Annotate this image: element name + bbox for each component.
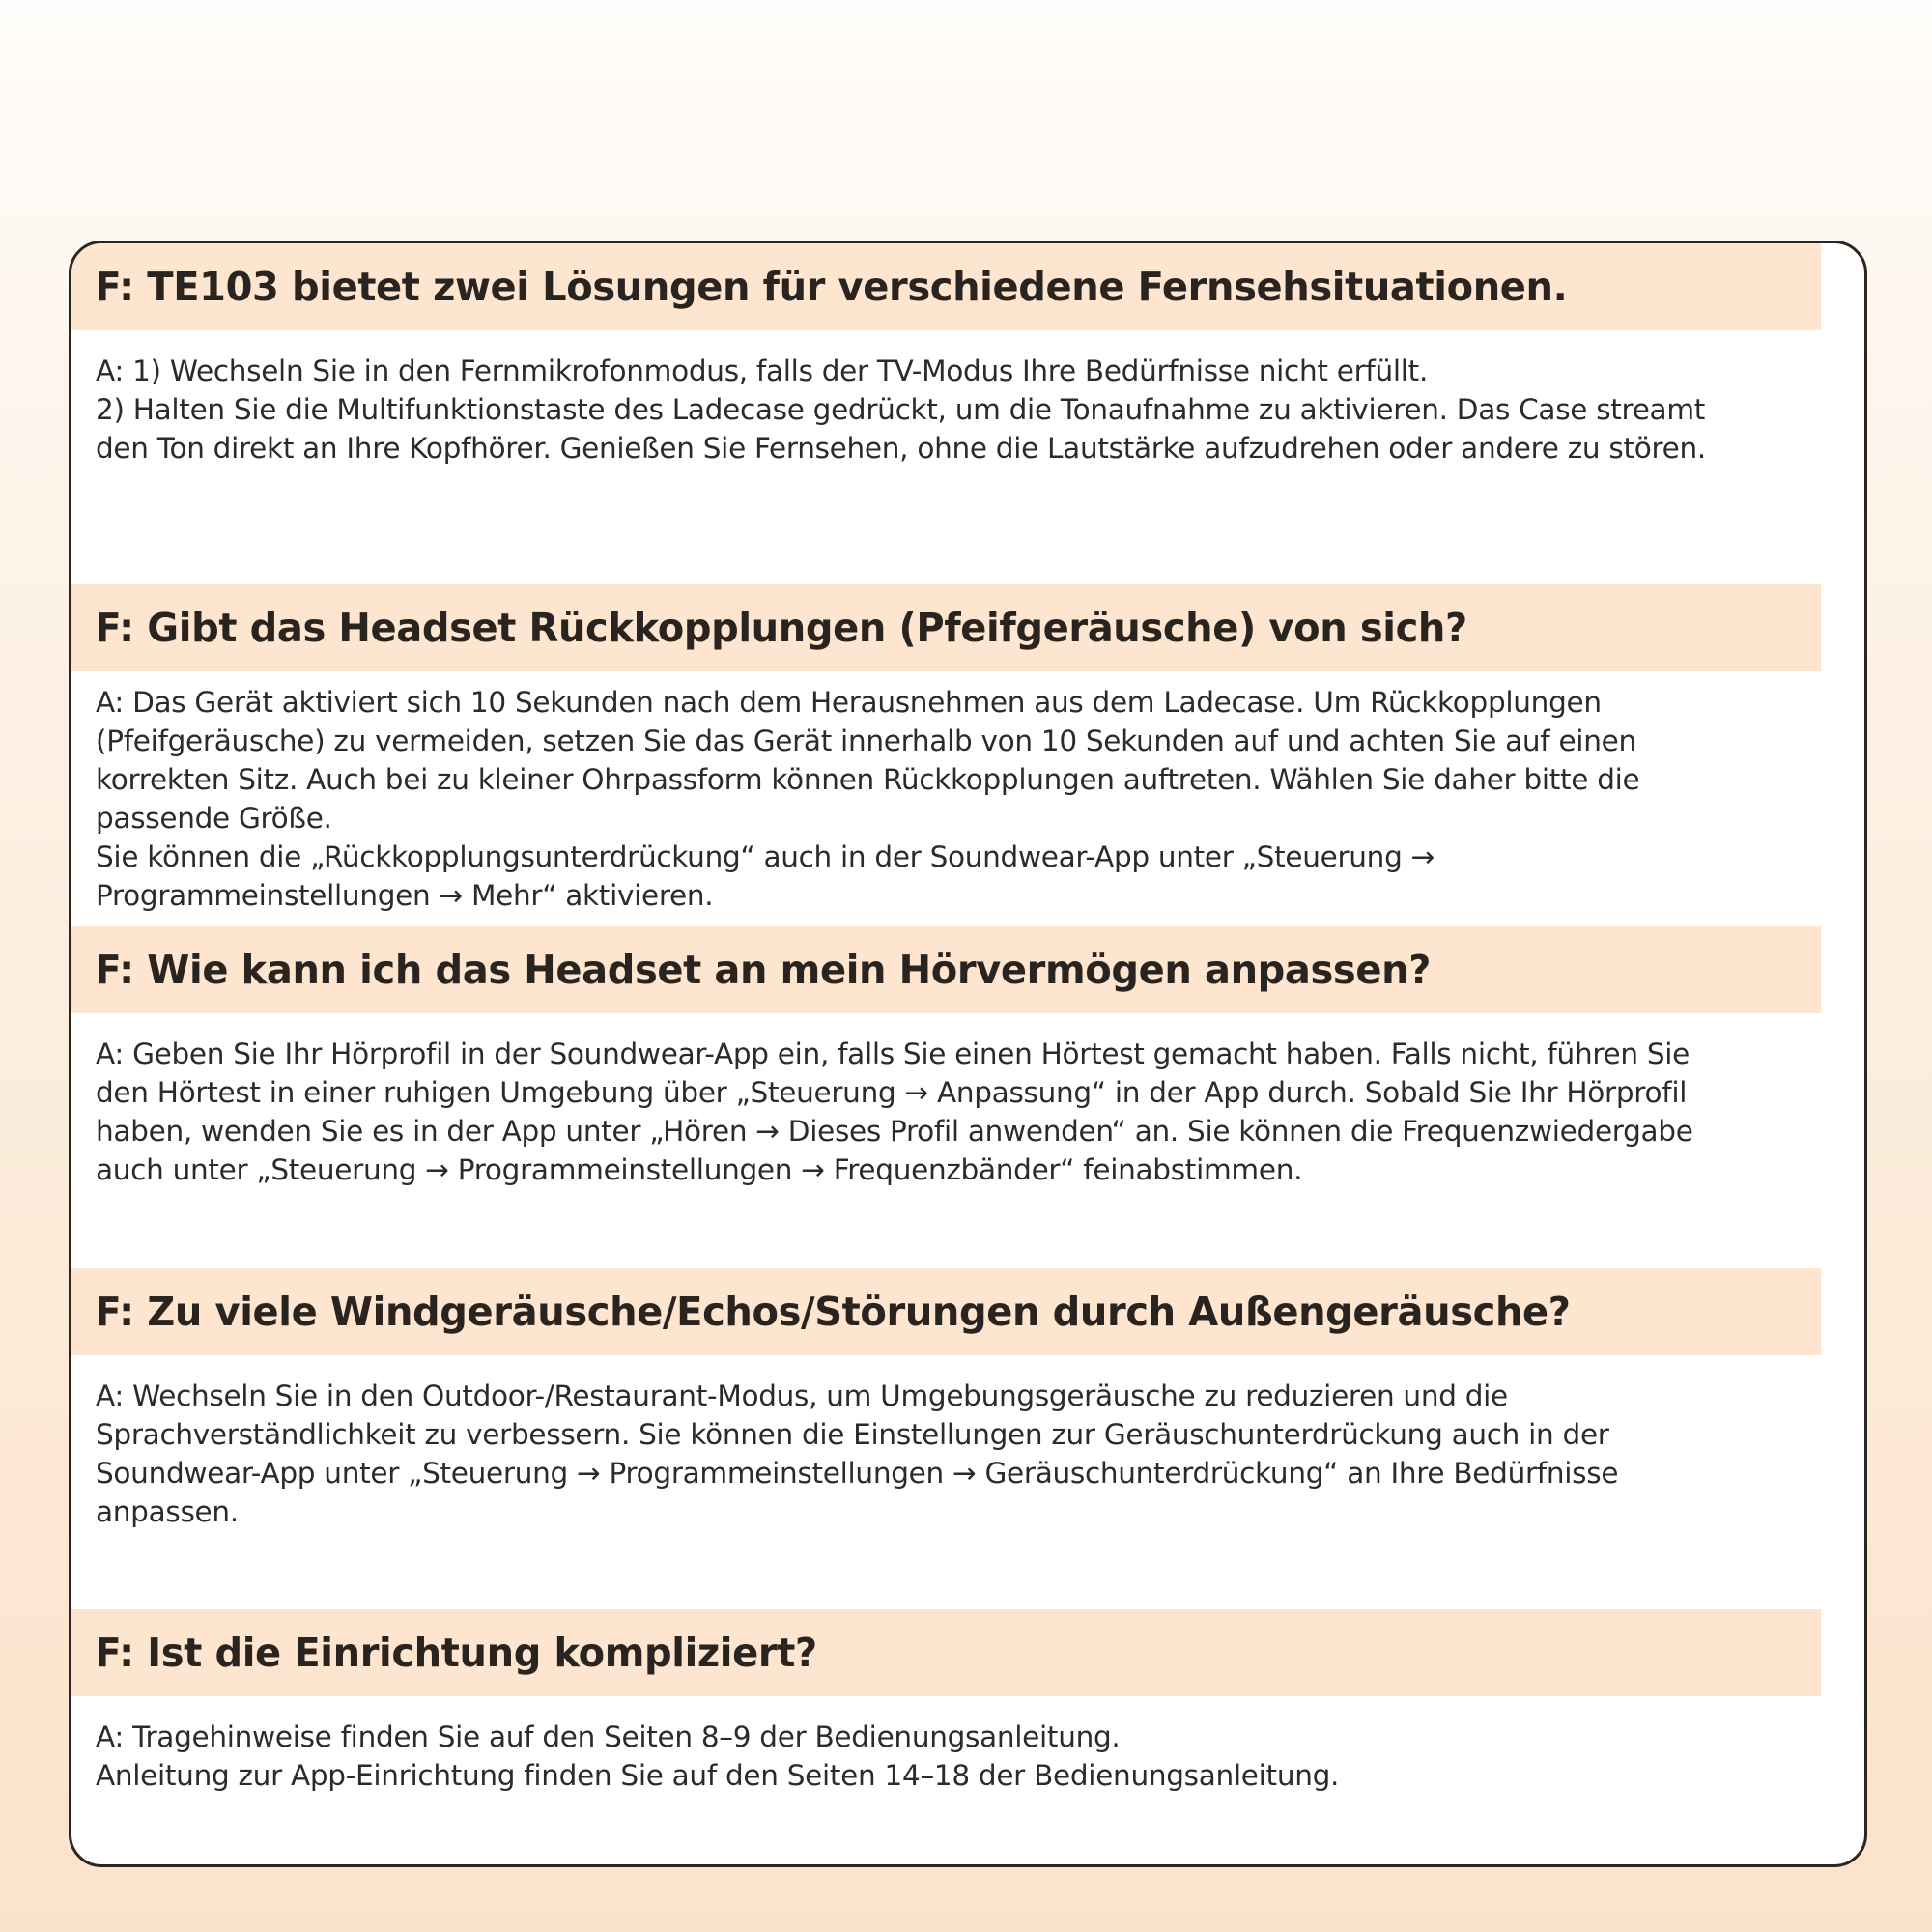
faq-item-hearing-adjust xyxy=(71,926,1864,1189)
faq-answer xyxy=(71,330,1864,468)
answer-line: passende Größe. xyxy=(96,802,332,835)
answer-line: A: Wechseln Sie in den Outdoor-/Restaurant-Modus, um Umgebungsgeräusche zu reduzieren und die xyxy=(96,1379,1508,1412)
faq-question: F: Gibt das Headset Rückkopplungen (Pfeifgeräusche) von sich? xyxy=(71,584,1821,671)
faq-card xyxy=(69,241,1867,1867)
faq-answer xyxy=(71,1696,1864,1795)
faq-item-setup xyxy=(71,1609,1864,1795)
faq-item-tv-solutions xyxy=(71,243,1864,468)
faq-question: F: Ist die Einrichtung kompliziert? xyxy=(71,1609,1821,1696)
faq-question: F: Wie kann ich das Headset an mein Hörvermögen anpassen? xyxy=(71,926,1821,1013)
answer-line: den Hörtest in einer ruhigen Umgebung über „Steuerung → Anpassung“ in der App durch. Sobald Sie Ihr Hörprofil xyxy=(96,1076,1688,1109)
answer-line: Sprachverständlichkeit zu verbessern. Sie können die Einstellungen zur Geräuschunterdrückung auch in der xyxy=(96,1418,1609,1451)
answer-line: A: 1) Wechseln Sie in den Fernmikrofonmodus, falls der TV-Modus Ihre Bedürfnisse nicht erfüllt. xyxy=(96,355,1429,387)
answer-line: den Ton direkt an Ihre Kopfhörer. Genießen Sie Fernsehen, ohne die Lautstärke aufzudrehen oder andere zu stören. xyxy=(96,432,1706,465)
answer-line: Soundwear-App unter „Steuerung → Programmeinstellungen → Geräuschunterdrückung“ an Ihre Bedürfnisse xyxy=(96,1457,1619,1490)
answer-line: A: Tragehinweise finden Sie auf den Seiten 8–9 der Bedienungsanleitung. xyxy=(96,1720,1121,1753)
answer-line: (Pfeifgeräusche) zu vermeiden, setzen Sie das Gerät innerhalb von 10 Sekunden auf und achten Sie auf einen xyxy=(96,724,1636,757)
faq-answer xyxy=(71,1013,1864,1189)
answer-line: Programmeinstellungen → Mehr“ aktivieren. xyxy=(96,879,714,912)
answer-line: Anleitung zur App-Einrichtung finden Sie auf den Seiten 14–18 der Bedienungsanleitung. xyxy=(96,1759,1340,1792)
faq-answer xyxy=(71,671,1864,915)
answer-line: A: Geben Sie Ihr Hörprofil in der Soundwear-App ein, falls Sie einen Hörtest gemacht haben. Falls nicht, führen Sie xyxy=(96,1037,1690,1070)
faq-answer xyxy=(71,1355,1864,1531)
faq-item-wind-noise xyxy=(71,1268,1864,1531)
answer-line: haben, wenden Sie es in der App unter „Hören → Dieses Profil anwenden“ an. Sie können die Frequenzwiedergabe xyxy=(96,1115,1693,1148)
faq-question: F: Zu viele Windgeräusche/Echos/Störungen durch Außengeräusche? xyxy=(71,1268,1821,1355)
answer-line: anpassen. xyxy=(96,1495,239,1528)
answer-line: auch unter „Steuerung → Programmeinstellungen → Frequenzbänder“ feinabstimmen. xyxy=(96,1153,1303,1186)
answer-line: A: Das Gerät aktiviert sich 10 Sekunden nach dem Herausnehmen aus dem Ladecase. Um Rückkopplungen xyxy=(96,686,1602,719)
answer-line: korrekten Sitz. Auch bei zu kleiner Ohrpassform können Rückkopplungen auftreten. Wählen Sie daher bitte die xyxy=(96,763,1640,796)
answer-line: 2) Halten Sie die Multifunktionstaste des Ladecase gedrückt, um die Tonaufnahme zu aktivieren. Das Case streamt xyxy=(96,393,1706,426)
answer-line: Sie können die „Rückkopplungsunterdrückung“ auch in der Soundwear-App unter „Steuerung → xyxy=(96,840,1435,873)
faq-question: F: TE103 bietet zwei Lösungen für verschiedene Fernsehsituationen. xyxy=(71,243,1821,330)
faq-item-feedback xyxy=(71,584,1864,915)
